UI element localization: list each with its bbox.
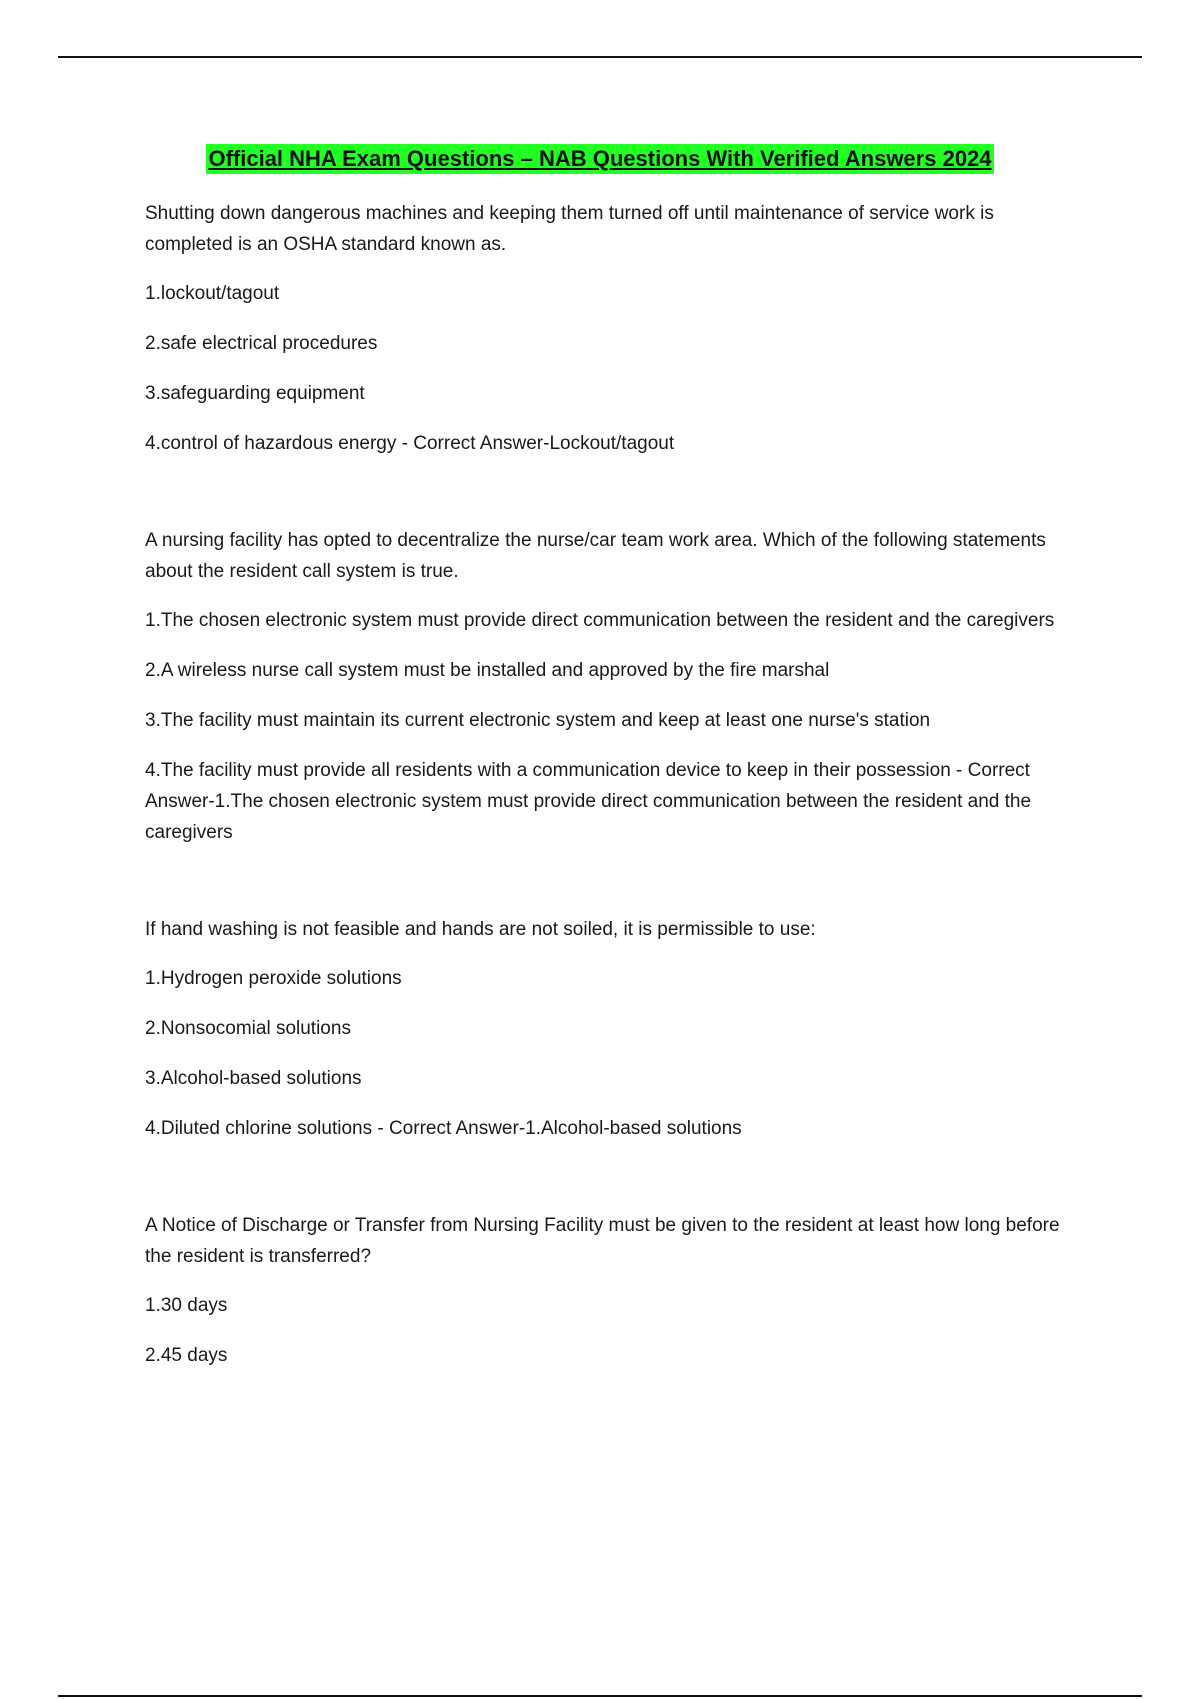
answer-option: 3.The facility must maintain its current electronic system and keep at least one nurse's station (145, 710, 931, 731)
answer-option-with-correct-answer: 4.control of hazardous energy - Correct Answer-Lockout/tagout (145, 433, 675, 454)
answer-option: 2.Nonsocomial solutions (145, 1018, 351, 1039)
document-title: Official NHA Exam Questions – NAB Questions With Verified Answers 2024 (206, 144, 993, 174)
title-wrapper (0, 144, 1200, 174)
question-text: A nursing facility has opted to decentralize the nurse/car team work area. Which of the following statements about the resident call system is true. (145, 530, 1046, 582)
answer-option: 3.safeguarding equipment (145, 383, 365, 404)
question-block-3 (145, 914, 1075, 1144)
question-text: Shutting down dangerous machines and keeping them turned off until maintenance of service work is completed is an OSHA standard known as. (145, 203, 994, 255)
top-divider (58, 56, 1142, 58)
answer-option-with-correct-answer: 4.Diluted chlorine solutions - Correct Answer-1.Alcohol-based solutions (145, 1118, 742, 1139)
question-text: A Notice of Discharge or Transfer from Nursing Facility must be given to the resident at least how long before the resident is transferred? (145, 1215, 1060, 1267)
answer-option: 1.lockout/tagout (145, 283, 280, 304)
answer-option: 1.The chosen electronic system must provide direct communication between the resident and the caregivers (145, 610, 1055, 631)
answer-option-with-correct-answer: 4.The facility must provide all residents with a communication device to keep in their possession - Correct Answer-1.The chosen electronic system must provide direct communication between the resident and the caregivers (145, 760, 1032, 843)
answer-option: 3.Alcohol-based solutions (145, 1068, 362, 1089)
question-text: If hand washing is not feasible and hands are not soiled, it is permissible to use: (145, 919, 816, 940)
answer-option: 2.45 days (145, 1345, 228, 1366)
answer-option: 1.Hydrogen peroxide solutions (145, 968, 402, 989)
question-block-1 (145, 198, 1075, 459)
question-block-4 (145, 1210, 1075, 1371)
document-body (145, 144, 1075, 1437)
bottom-divider (58, 1695, 1142, 1697)
answer-option: 2.A wireless nurse call system must be installed and approved by the fire marshal (145, 660, 830, 681)
question-block-2 (145, 525, 1075, 848)
answer-option: 1.30 days (145, 1295, 228, 1316)
answer-option: 2.safe electrical procedures (145, 333, 378, 354)
